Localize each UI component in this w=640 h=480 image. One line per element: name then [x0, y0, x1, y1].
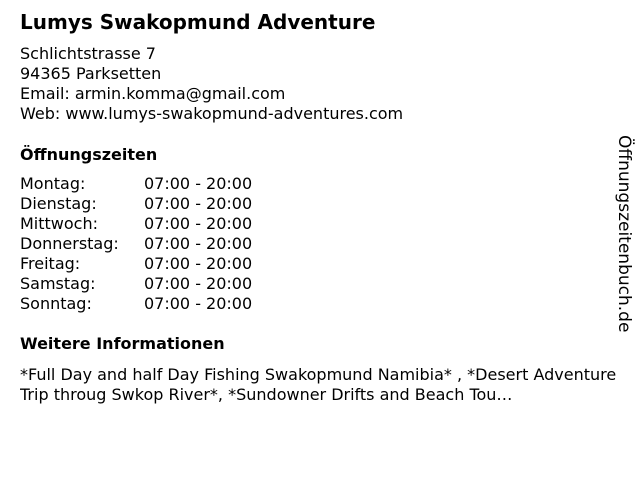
hours-time: 07:00 - 20:00 [144, 194, 253, 213]
more-info-heading: Weitere Informationen [20, 334, 225, 353]
hours-day: Donnerstag: [20, 234, 119, 253]
business-name: Lumys Swakopmund Adventure [20, 10, 376, 34]
hours-time: 07:00 - 20:00 [144, 214, 253, 233]
hours-row [20, 214, 252, 234]
hours-time: 07:00 - 20:00 [144, 254, 253, 273]
hours-time: 07:00 - 20:00 [144, 294, 253, 313]
web-line[interactable]: Web: www.lumys-swakopmund-adventures.com [20, 104, 404, 123]
hours-day: Freitag: [20, 254, 81, 273]
city-address: 94365 Parksetten [20, 64, 162, 83]
hours-day: Dienstag: [20, 194, 97, 213]
hours-day: Samstag: [20, 274, 96, 293]
hours-time: 07:00 - 20:00 [144, 174, 253, 193]
more-info-text: *Full Day and half Day Fishing Swakopmund Namibia* , *Desert Adventure Trip throug Swkop River*, *Sundowner Drifts and Beach Tou… [20, 365, 617, 404]
hours-time: 07:00 - 20:00 [144, 274, 253, 293]
hours-row [20, 174, 252, 194]
hours-day: Mittwoch: [20, 214, 98, 233]
site-watermark: Öffnungszeitenbuch.de [614, 135, 634, 333]
hours-row [20, 234, 252, 254]
hours-day: Montag: [20, 174, 86, 193]
hours-row [20, 194, 252, 214]
street-address: Schlichtstrasse 7 [20, 44, 156, 63]
hours-row [20, 294, 252, 314]
hours-row [20, 254, 252, 274]
opening-hours-heading: Öffnungszeiten [20, 145, 158, 164]
hours-time: 07:00 - 20:00 [144, 234, 253, 253]
opening-hours-table [20, 174, 252, 314]
email-line[interactable]: Email: armin.komma@gmail.com [20, 84, 286, 103]
hours-row [20, 274, 252, 294]
address-block [20, 44, 403, 124]
hours-day: Sonntag: [20, 294, 92, 313]
